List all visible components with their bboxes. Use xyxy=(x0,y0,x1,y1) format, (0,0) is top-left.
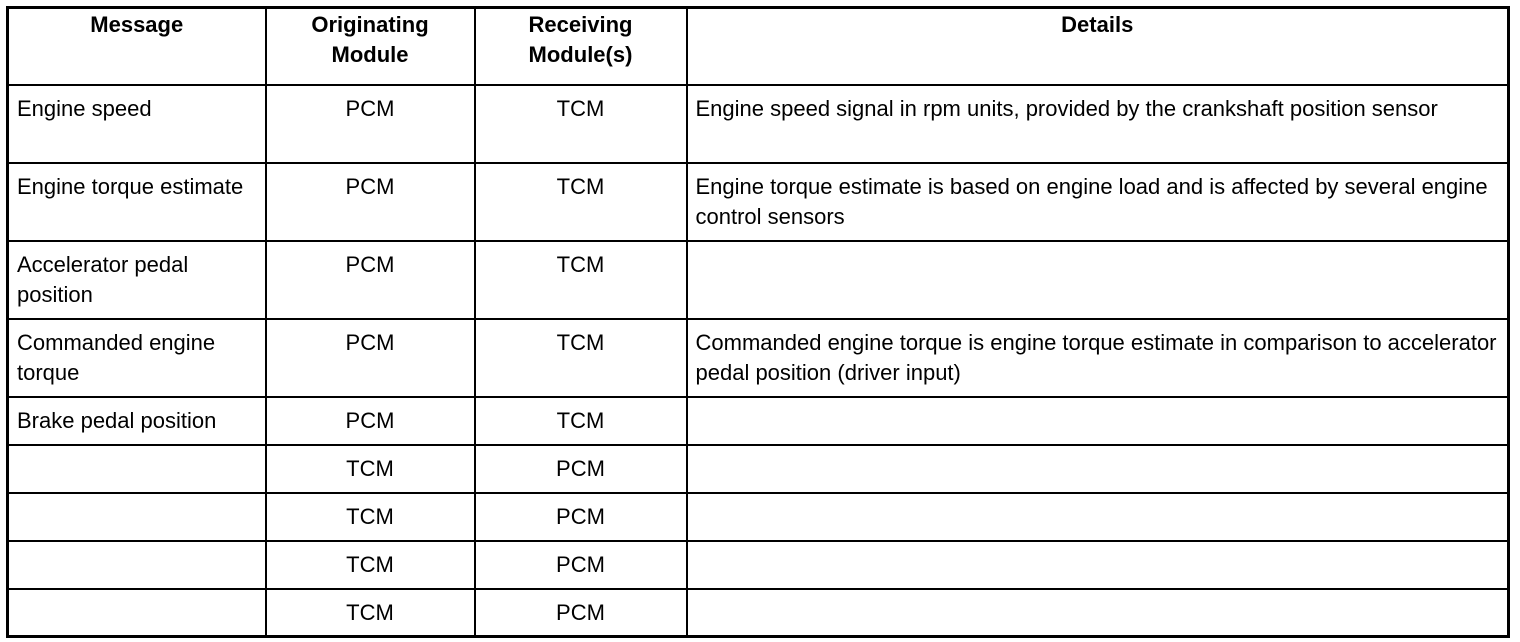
cell-receiving-module: TCM xyxy=(475,319,687,397)
header-receiving-line1: Receiving xyxy=(528,12,633,37)
cell-details: Commanded engine torque is engine torque estimate in comparison to accelerator pedal position (driver input) xyxy=(687,319,1509,397)
cell-message: Commanded engine torque xyxy=(8,319,266,397)
cell-details xyxy=(687,493,1509,541)
cell-details xyxy=(687,541,1509,589)
cell-details: Engine torque estimate is based on engine load and is affected by several engine control sensors xyxy=(687,163,1509,241)
header-details xyxy=(687,8,1509,85)
cell-details xyxy=(687,589,1509,637)
cell-originating-module: TCM xyxy=(266,493,475,541)
header-row xyxy=(8,8,1509,85)
header-message-label: Message xyxy=(90,12,184,37)
cell-receiving-module: PCM xyxy=(475,493,687,541)
table-row xyxy=(8,397,1509,445)
cell-originating-module: PCM xyxy=(266,397,475,445)
cell-originating-module: TCM xyxy=(266,589,475,637)
cell-receiving-module: TCM xyxy=(475,397,687,445)
cell-originating-module: PCM xyxy=(266,319,475,397)
table-row xyxy=(8,319,1509,397)
cell-receiving-module: PCM xyxy=(475,541,687,589)
cell-message xyxy=(8,493,266,541)
cell-receiving-module: TCM xyxy=(475,85,687,163)
header-receiving-line2: Module(s) xyxy=(528,42,633,67)
cell-message xyxy=(8,541,266,589)
table-row xyxy=(8,493,1509,541)
cell-message xyxy=(8,445,266,493)
cell-originating-module: PCM xyxy=(266,85,475,163)
cell-details xyxy=(687,445,1509,493)
cell-receiving-module: PCM xyxy=(475,589,687,637)
table-row xyxy=(8,163,1509,241)
header-receiving-modules xyxy=(475,8,687,85)
table-row xyxy=(8,241,1509,319)
cell-receiving-module: TCM xyxy=(475,241,687,319)
header-details-label: Details xyxy=(1061,12,1134,37)
header-message xyxy=(8,8,266,85)
cell-message: Engine speed xyxy=(8,85,266,163)
cell-message: Accelerator pedal position xyxy=(8,241,266,319)
cell-message: Brake pedal position xyxy=(8,397,266,445)
cell-receiving-module: TCM xyxy=(475,163,687,241)
table-row xyxy=(8,85,1509,163)
table-row xyxy=(8,445,1509,493)
header-originating-line2: Module xyxy=(331,42,409,67)
message-table xyxy=(6,6,1510,638)
cell-message xyxy=(8,589,266,637)
cell-details xyxy=(687,241,1509,319)
cell-originating-module: PCM xyxy=(266,241,475,319)
cell-details xyxy=(687,397,1509,445)
cell-details: Engine speed signal in rpm units, provided by the crankshaft position sensor xyxy=(687,85,1509,163)
cell-receiving-module: PCM xyxy=(475,445,687,493)
header-originating-module xyxy=(266,8,475,85)
table-row xyxy=(8,541,1509,589)
cell-message: Engine torque estimate xyxy=(8,163,266,241)
table-row xyxy=(8,589,1509,637)
cell-originating-module: PCM xyxy=(266,163,475,241)
cell-originating-module: TCM xyxy=(266,541,475,589)
cell-originating-module: TCM xyxy=(266,445,475,493)
header-originating-line1: Originating xyxy=(311,12,429,37)
